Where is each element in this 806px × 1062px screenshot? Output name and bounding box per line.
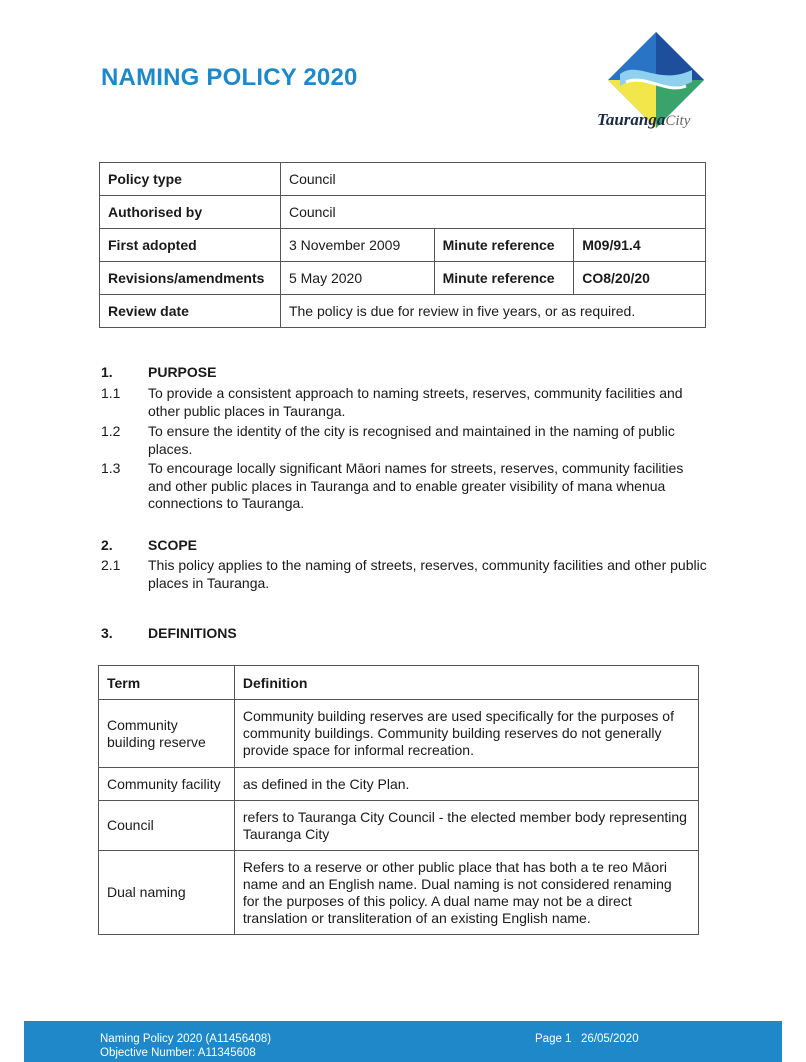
- minute-reference-label: Minute reference: [434, 229, 574, 262]
- section-number: 2.: [101, 537, 113, 553]
- review-date-value: The policy is due for review in five years, or as required.: [280, 295, 705, 328]
- first-adopted-value: 3 November 2009: [280, 229, 434, 262]
- revisions-label: Revisions/amendments: [100, 262, 281, 295]
- review-date-label: Review date: [100, 295, 281, 328]
- table-row: [100, 295, 706, 328]
- definition-cell: Community building reserves are used specifically for the purposes of community buildings. Community building reserves do not generally provide space for informal recreation.: [234, 700, 698, 768]
- item-number: 2.1: [101, 557, 121, 573]
- policy-info-table: [99, 162, 706, 328]
- term-cell: Community facility: [99, 768, 235, 801]
- table-header-row: [99, 666, 699, 700]
- authorised-by-value: Council: [280, 196, 705, 229]
- section-heading-definitions: DEFINITIONS: [148, 625, 237, 641]
- footer-document-id: Naming Policy 2020 (A11456408): [100, 1033, 272, 1045]
- authorised-by-label: Authorised by: [100, 196, 281, 229]
- table-row: [100, 163, 706, 196]
- policy-type-value: Council: [280, 163, 705, 196]
- item-number: 1.1: [101, 385, 121, 401]
- page-title: NAMING POLICY 2020: [101, 64, 358, 91]
- minute-reference-value: M09/91.4: [574, 229, 706, 262]
- column-header-term: Term: [99, 666, 235, 700]
- minute-reference-label: Minute reference: [434, 262, 574, 295]
- term-cell: Council: [99, 801, 235, 851]
- table-row: [100, 196, 706, 229]
- item-text: To provide a consistent approach to naming streets, reserves, community facilities and other public places in Tauranga.: [148, 385, 683, 419]
- definition-cell: refers to Tauranga City Council - the elected member body representing Tauranga City: [234, 801, 698, 851]
- item-text: This policy applies to the naming of streets, reserves, community facilities and other public places in Tauranga.: [148, 557, 707, 591]
- logo-wordmark: TaurangaCity: [597, 110, 691, 129]
- item-text: To ensure the identity of the city is recognised and maintained in the naming of public places.: [148, 423, 675, 457]
- table-row: [100, 262, 706, 295]
- policy-type-label: Policy type: [100, 163, 281, 196]
- definition-cell: as defined in the City Plan.: [234, 768, 698, 801]
- column-header-definition: Definition: [234, 666, 698, 700]
- table-row: [100, 229, 706, 262]
- revisions-value: 5 May 2020: [280, 262, 434, 295]
- item-text: To encourage locally significant Māori names for streets, reserves, community facilities and other public places in Tauranga and to enable greater visibility of mana whenua connections to Tauranga.: [148, 460, 684, 511]
- minute-reference-value: CO8/20/20: [574, 262, 706, 295]
- table-row: [99, 801, 699, 851]
- definitions-table: [98, 665, 699, 935]
- definition-cell: Refers to a reserve or other public place that has both a te reo Māori name and an English name. Dual naming is not considered renaming for the purposes of this policy. A dual name may not be a direct translation or transliteration of an existing English name.: [234, 851, 698, 935]
- item-number: 1.3: [101, 460, 121, 476]
- section-heading-scope: SCOPE: [148, 537, 198, 553]
- table-row: [99, 851, 699, 935]
- footer-page-date: Page 1 26/05/2020: [535, 1033, 639, 1045]
- term-cell: Dual naming: [99, 851, 235, 935]
- first-adopted-label: First adopted: [100, 229, 281, 262]
- footer-objective-number: Objective Number: A11345608: [100, 1047, 256, 1059]
- table-row: [99, 700, 699, 768]
- term-cell: Community building reserve: [99, 700, 235, 768]
- section-number: 3.: [101, 625, 113, 641]
- item-number: 1.2: [101, 423, 121, 439]
- table-row: [99, 768, 699, 801]
- section-heading-purpose: PURPOSE: [148, 364, 217, 380]
- page-footer: [24, 1021, 782, 1062]
- section-number: 1.: [101, 364, 113, 380]
